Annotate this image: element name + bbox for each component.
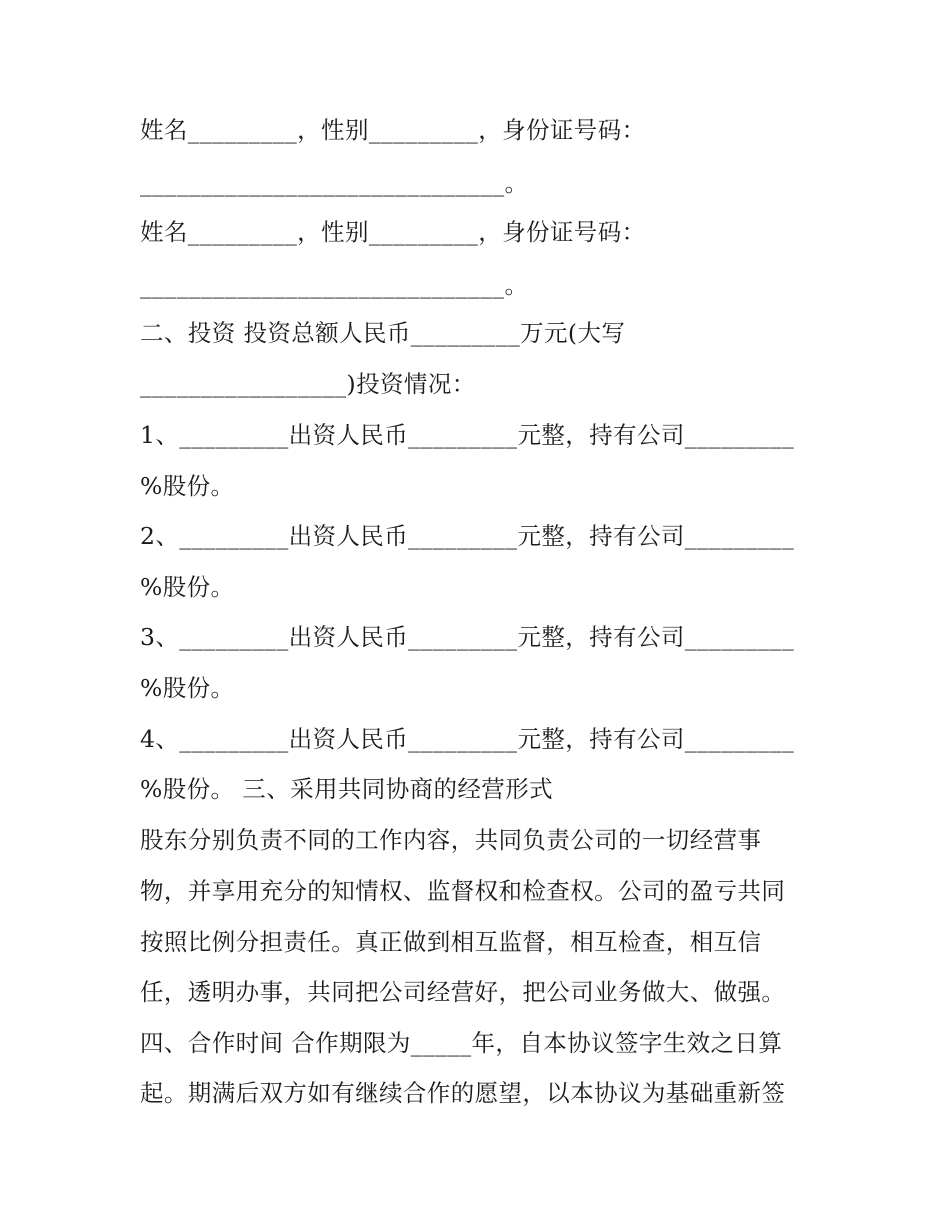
- investor-1-share-line: %股份。: [140, 472, 235, 500]
- paragraph-line: 物，并享用充分的知情权、监督权和检查权。公司的盈亏共同: [140, 877, 786, 905]
- paragraph-line: 股东分别负责不同的工作内容，共同负责公司的一切经营事: [140, 826, 762, 854]
- paragraph-line: 起。期满后双方如有继续合作的愿望，以本协议为基础重新签: [140, 1079, 786, 1107]
- shareholder-2-name-line: 姓名_________，性别_________，身份证号码：: [140, 218, 646, 246]
- investor-3-line: 3、_________出资人民币_________元整，持有公司_________: [140, 623, 795, 651]
- investment-capital-line: _________________)投资情况：: [140, 370, 476, 398]
- investor-4-line: 4、_________出资人民币_________元整，持有公司_________: [140, 725, 795, 753]
- section-investment-heading: 二、投资 投资总额人民币_________万元(大写: [140, 319, 626, 347]
- shareholder-1-name-line: 姓名_________，性别_________，身份证号码：: [140, 116, 646, 144]
- investor-3-share-line: %股份。: [140, 674, 235, 702]
- paragraph-line: 任，透明办事，共同把公司经营好，把公司业务做大、做强。: [140, 978, 786, 1006]
- investor-2-share-line: %股份。: [140, 573, 235, 601]
- investor-2-line: 2、_________出资人民币_________元整，持有公司_________: [140, 522, 795, 550]
- shareholder-2-id-line: ______________________________。: [140, 271, 529, 299]
- section-cooperation-time-line: 四、合作时间 合作期限为_____年，自本协议签字生效之日算: [140, 1029, 783, 1057]
- investor-4-share-and-section-3-line: %股份。 三、采用共同协商的经营形式: [140, 775, 553, 803]
- investor-1-line: 1、_________出资人民币_________元整，持有公司_________: [140, 421, 795, 449]
- shareholder-1-id-line: ______________________________。: [140, 169, 529, 197]
- paragraph-line: 按照比例分担责任。真正做到相互监督，相互检查，相互信: [140, 928, 762, 956]
